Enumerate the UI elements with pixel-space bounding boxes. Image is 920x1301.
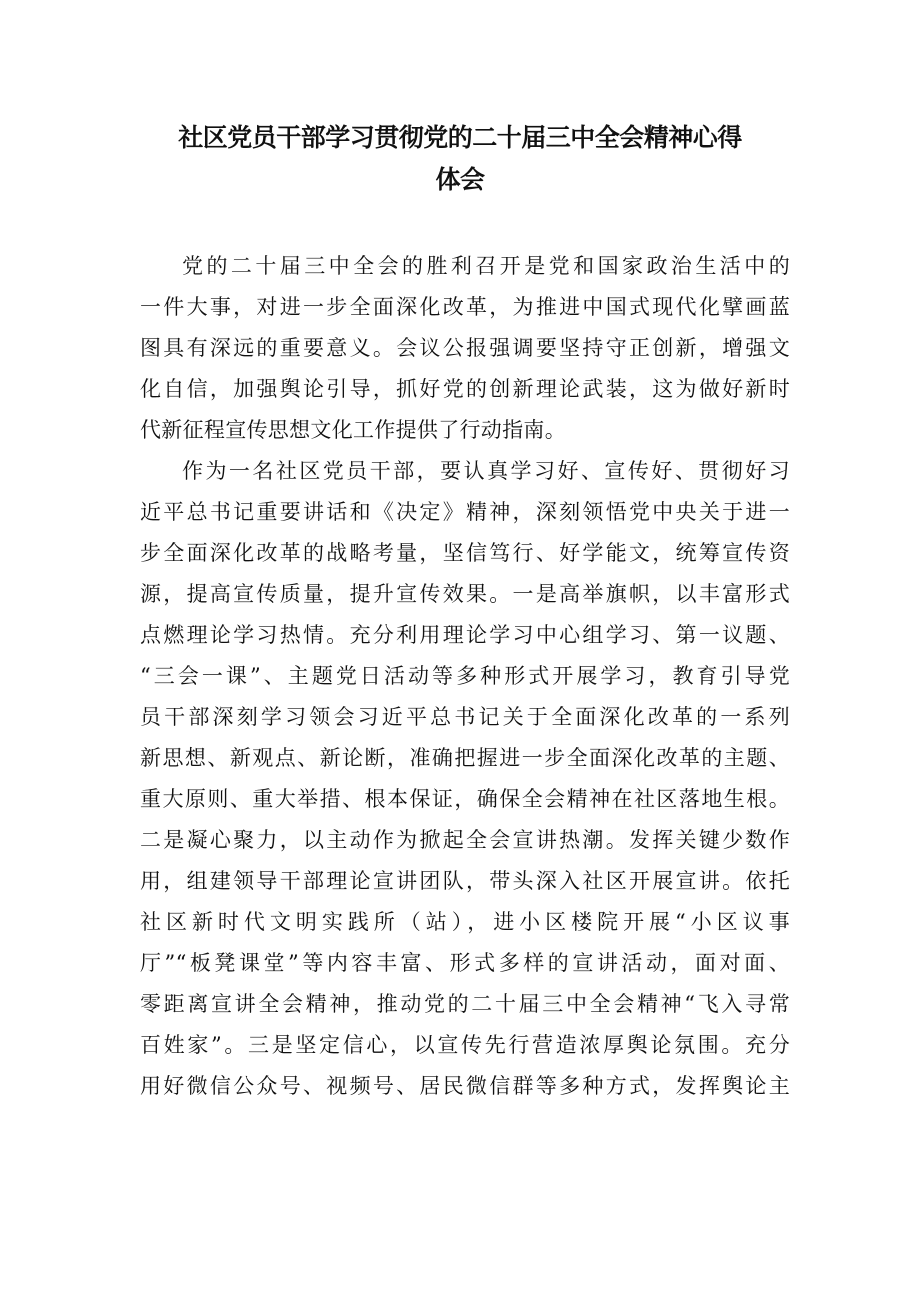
- document-body: [140, 246, 790, 1107]
- paragraph-2: [140, 451, 790, 1107]
- text-line: 用，组建领导干部理论宣讲团队，带头深入社区开展宣讲。依托: [140, 869, 790, 893]
- text-line: 作为一名社区党员干部，要认真学习好、宣传好、贯彻好习: [182, 459, 790, 483]
- text-line: 近平总书记重要讲话和《决定》精神，深刻领悟党中央关于进一: [140, 500, 790, 524]
- text-line: 零距离宣讲全会精神，推动党的二十届三中全会精神“飞入寻常: [140, 992, 790, 1016]
- text-line: 新思想、新观点、新论断，准确把握进一步全面深化改革的主题、: [140, 746, 790, 770]
- text-line: 党的二十届三中全会的胜利召开是党和国家政治生活中的: [182, 254, 790, 278]
- text-line: 化自信，加强舆论引导，抓好党的创新理论武装，这为做好新时: [140, 377, 790, 401]
- text-line: 步全面深化改革的战略考量，坚信笃行、好学能文，统筹宣传资: [140, 541, 790, 565]
- text-line: 代新征程宣传思想文化工作提供了行动指南。: [140, 418, 566, 442]
- text-line: 一件大事，对进一步全面深化改革，为推进中国式现代化擘画蓝: [140, 295, 790, 319]
- text-line: 重大原则、重大举措、根本保证，确保全会精神在社区落地生根。: [140, 787, 790, 811]
- text-line: 点燃理论学习热情。充分利用理论学习中心组学习、第一议题、: [140, 623, 790, 647]
- text-line: “三会一课”、主题党日活动等多种形式开展学习，教育引导党: [140, 664, 790, 688]
- text-line: 厅”“板凳课堂”等内容丰富、形式多样的宣讲活动，面对面、: [140, 951, 790, 975]
- text-line: 源，提高宣传质量，提升宣传效果。一是高举旗帜，以丰富形式: [140, 582, 790, 606]
- text-line: 图具有深远的重要意义。会议公报强调要坚持守正创新，增强文: [140, 336, 790, 360]
- text-line: 二是凝心聚力，以主动作为掀起全会宣讲热潮。发挥关键少数作: [140, 828, 790, 852]
- paragraph-1: [140, 246, 790, 451]
- document-title-line-2: 体会: [435, 165, 485, 194]
- text-line: 社区新时代文明实践所（站），进小区楼院开展“小区议事: [140, 910, 790, 934]
- document-title-line-1: 社区党员干部学习贯彻党的二十届三中全会精神心得: [178, 123, 742, 152]
- text-line: 用好微信公众号、视频号、居民微信群等多种方式，发挥舆论主: [140, 1074, 790, 1098]
- text-line: 百姓家”。三是坚定信心，以宣传先行营造浓厚舆论氛围。充分: [140, 1033, 790, 1057]
- text-line: 员干部深刻学习领会习近平总书记关于全面深化改革的一系列: [140, 705, 790, 729]
